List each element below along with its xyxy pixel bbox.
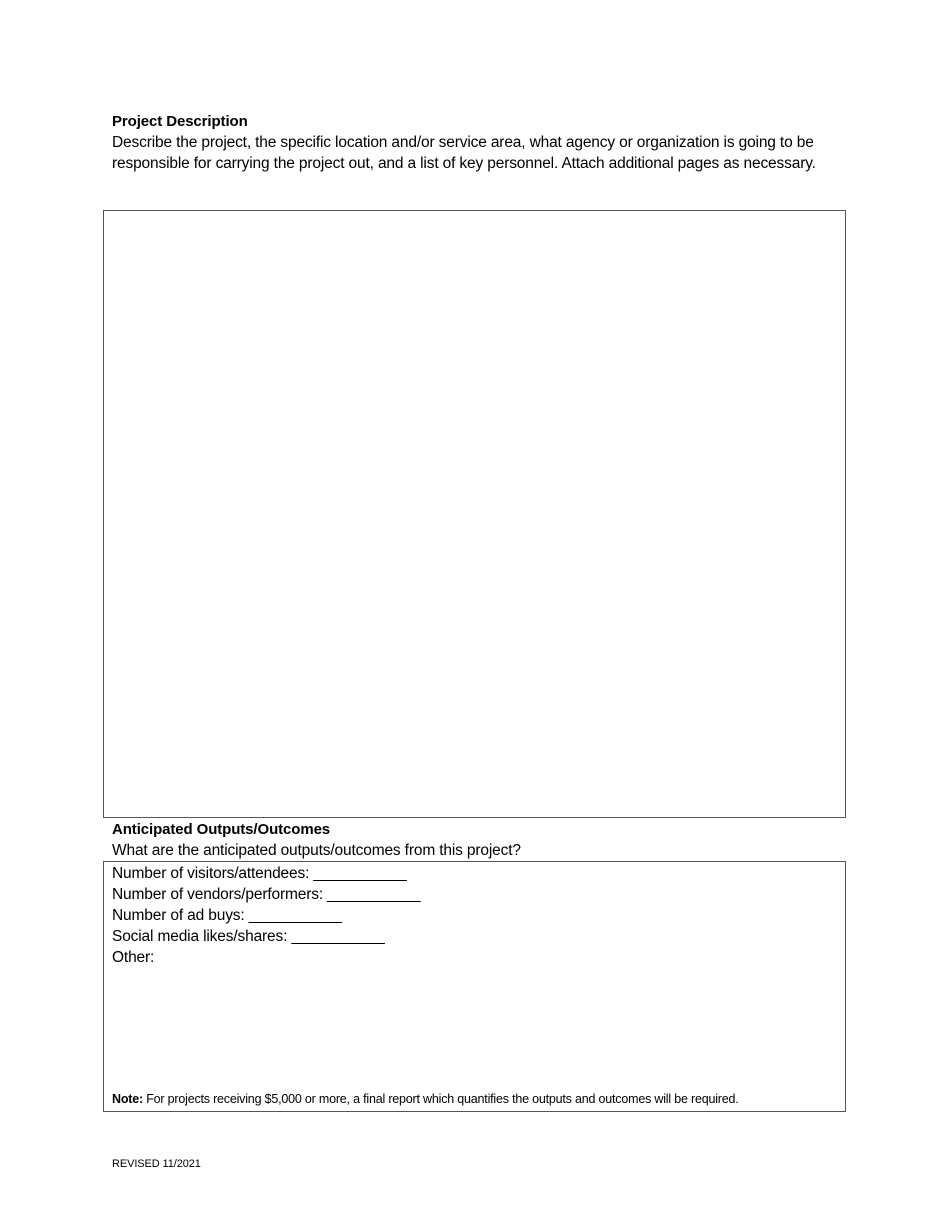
note-label: Note:: [112, 1092, 143, 1106]
revision-footer: REVISED 11/2021: [112, 1158, 201, 1170]
anticipated-outputs-heading: Anticipated Outputs/Outcomes: [112, 821, 331, 838]
outputs-list: [112, 863, 420, 968]
output-item-other[interactable]: Other:: [112, 949, 155, 966]
output-item-social-media[interactable]: Social media likes/shares: ___________: [112, 928, 385, 945]
note-text: For projects receiving $5,000 or more, a final report which quantifies the outputs and outcomes will be required.: [142, 1092, 739, 1106]
output-item-vendors[interactable]: Number of vendors/performers: ___________: [112, 886, 421, 903]
output-item-ad-buys[interactable]: Number of ad buys: ___________: [112, 907, 342, 924]
project-description-instructions: Describe the project, the specific location and/or service area, what agency or organization is going to be responsible for carrying the project out, and a list of key personnel. Attach additional pages as necessary.: [112, 134, 816, 172]
output-item-visitors[interactable]: Number of visitors/attendees: ___________: [112, 865, 407, 882]
project-description-input-box[interactable]: [103, 210, 846, 818]
anticipated-outputs-box[interactable]: [103, 861, 846, 1112]
anticipated-outputs-question: What are the anticipated outputs/outcomes from this project?: [112, 842, 521, 859]
report-note: [112, 1092, 739, 1107]
project-description-heading: Project Description: [112, 113, 248, 130]
